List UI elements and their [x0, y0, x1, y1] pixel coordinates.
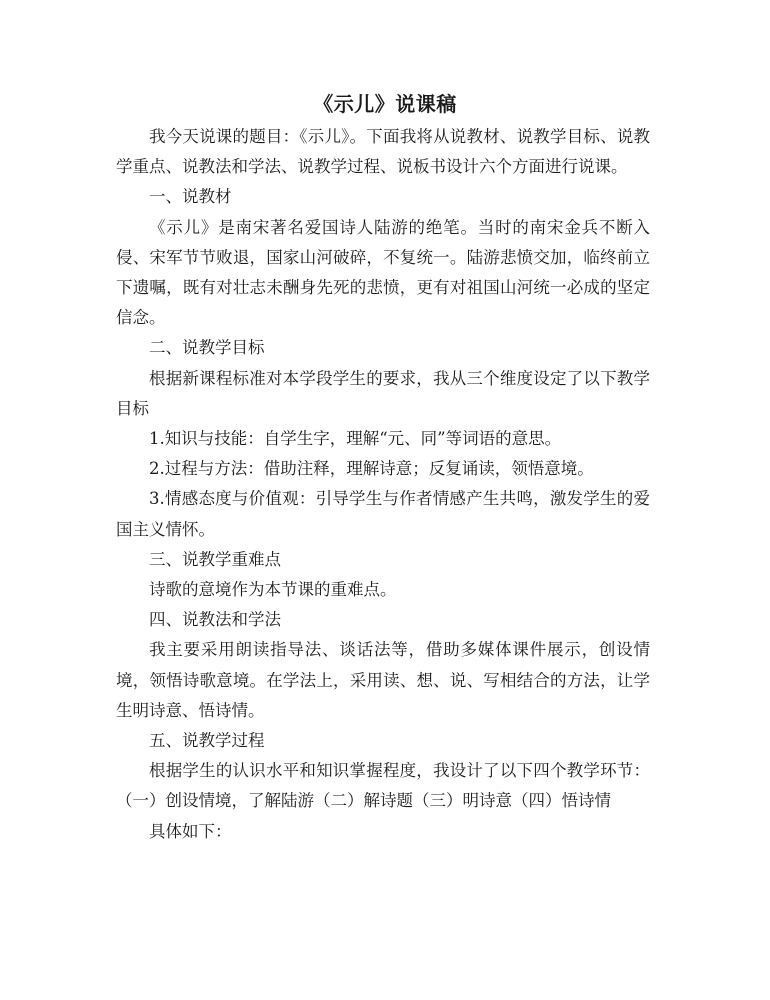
section-heading-process: 五、说教学过程: [149, 731, 265, 751]
section-heading-textbook: 一、说教材: [149, 187, 232, 207]
objectives-intro-paragraph: 根据新课程标准对本学段学生的要求，我从三个维度设定了以下教学目标: [116, 368, 650, 418]
objective-item-2: 2.过程与方法：借助注释，理解诗意；反复诵读，领悟意境。: [149, 459, 594, 479]
section-heading-key-points: 三、说教学重难点: [149, 549, 281, 569]
process-paragraph: 根据学生的认识水平和知识掌握程度，我设计了以下四个教学环节：（一）创设情境，了解陆游（二）解诗题（三）明诗意（四）悟诗情: [116, 761, 650, 811]
intro-paragraph: 我今天说课的题目：《示儿》。下面我将从说教材、说教学目标、说教学重点、说教法和学法、说教学过程、说板书设计六个方面进行说课。: [116, 127, 650, 177]
textbook-paragraph: 《示儿》是南宋著名爱国诗人陆游的绝笔。当时的南宋金兵不断入侵、宋军节节败退，国家山河破碎，不复统一。陆游悲愤交加，临终前立下遗嘱，既有对壮志未酬身先死的悲愤，更有对祖国山河统一必成的坚定信念。: [116, 217, 650, 328]
details-paragraph: 具体如下：: [149, 821, 232, 841]
objective-item-3: 3.情感态度与价值观：引导学生与作者情感产生共鸣，激发学生的爱国主义情怀。: [116, 489, 650, 539]
key-points-paragraph: 诗歌的意境作为本节课的重难点。: [149, 580, 397, 600]
methods-paragraph: 我主要采用朗读指导法、谈话法等，借助多媒体课件展示，创设情境，领悟诗歌意境。在学法上，采用读、想、说、写相结合的方法，让学生明诗意、悟诗情。: [116, 640, 650, 720]
section-heading-objectives: 二、说教学目标: [149, 338, 265, 358]
document-body: [116, 122, 650, 847]
section-heading-methods: 四、说教法和学法: [149, 610, 281, 630]
document-title: 《示儿》说课稿: [313, 92, 457, 116]
objective-item-1: 1.知识与技能：自学生字，理解“元、同”等词语的意思。: [149, 429, 562, 449]
